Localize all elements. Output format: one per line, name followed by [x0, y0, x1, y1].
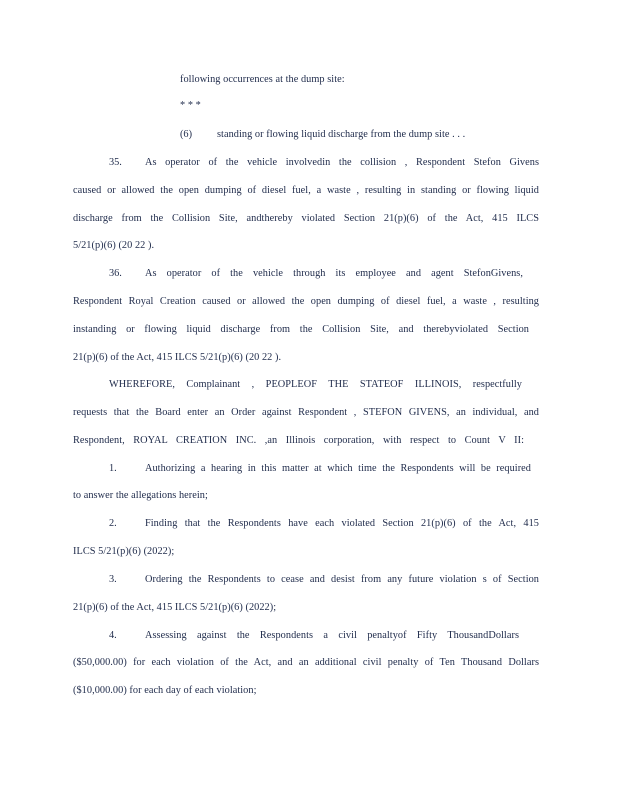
item-6-text: standing or flowing liquid discharge from the dump site . . . — [217, 129, 466, 140]
ellipsis-stars: * * * — [180, 100, 201, 111]
item-4-number: 4. — [109, 630, 117, 641]
item-4-line-2: ($50,000.00) for each violation of the Act, and an additional civil penalty of Ten Thousand Dollars — [73, 657, 539, 668]
para-35-line-3: discharge from the Collision Site, andthereby violated Section 21(p)(6) of the Act, 415 ILCS — [73, 213, 539, 224]
para-35-number: 35. — [109, 157, 122, 168]
item-1-number: 1. — [109, 463, 117, 474]
para-36-line-4: 21(p)(6) of the Act, 415 ILCS 5/21(p)(6) (20 22 ). — [73, 352, 282, 363]
intro-line: following occurrences at the dump site: — [180, 74, 345, 85]
para-36-line-2: Respondent Royal Creation caused or allowed the open dumping of diesel fuel, a waste , resulting — [73, 296, 539, 307]
para-35-line-1: As operator of the vehicle involvedin the collision , Respondent Stefon Givens — [145, 157, 539, 168]
item-4-line-1: Assessing against the Respondents a civil penaltyof Fifty ThousandDollars — [145, 630, 519, 641]
wherefore-line-2: requests that the Board enter an Order against Respondent , STEFON GIVENS, an individual, and — [73, 407, 539, 418]
para-36-line-3: instanding or flowing liquid discharge from the Collision Site, and therebyviolated Section — [73, 324, 529, 335]
item-4-line-3: ($10,000.00) for each day of each violation; — [73, 685, 257, 696]
wherefore-line-1: WHEREFORE, Complainant , PEOPLEOF THE STATEOF ILLINOIS, respectfully — [109, 379, 522, 390]
item-1-line-1: Authorizing a hearing in this matter at which time the Respondents will be required — [145, 463, 531, 474]
item-2-line-2: ILCS 5/21(p)(6) (2022); — [73, 546, 175, 557]
item-3-line-1: Ordering the Respondents to cease and desist from any future violation s of Section — [145, 574, 539, 585]
item-2-line-1: Finding that the Respondents have each violated Section 21(p)(6) of the Act, 415 — [145, 518, 539, 529]
wherefore-line-3: Respondent, ROYAL CREATION INC. ,an Illinois corporation, with respect to Count V II: — [73, 435, 524, 446]
item-1-line-2: to answer the allegations herein; — [73, 490, 208, 501]
para-36-line-1: As operator of the vehicle through its employee and agent StefonGivens, — [145, 268, 523, 279]
para-36-number: 36. — [109, 268, 122, 279]
item-3-line-2: 21(p)(6) of the Act, 415 ILCS 5/21(p)(6) (2022); — [73, 602, 277, 613]
item-2-number: 2. — [109, 518, 117, 529]
item-6-number: (6) — [180, 129, 193, 140]
para-35-line-4: 5/21(p)(6) (20 22 ). — [73, 240, 155, 251]
para-35-line-2: caused or allowed the open dumping of diesel fuel, a waste , resulting in standing or flowing liquid — [73, 185, 539, 196]
item-3-number: 3. — [109, 574, 117, 585]
